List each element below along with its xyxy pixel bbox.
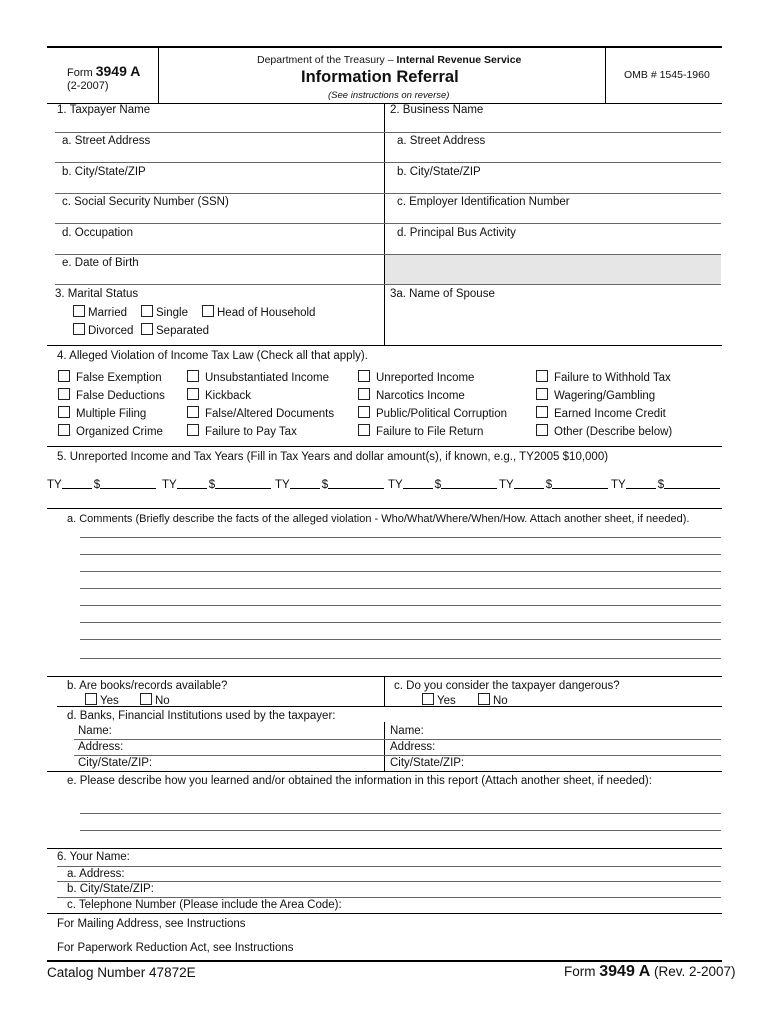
tax-year-blank[interactable] — [626, 478, 656, 489]
row-line — [57, 881, 721, 882]
violation-label: Public/Political Corruption — [376, 408, 508, 420]
taxpayer-name-label: 1. Taxpayer Name — [57, 104, 151, 116]
tax-year-entry — [47, 478, 156, 491]
ty-label: TY — [162, 479, 177, 491]
violation-checkbox[interactable] — [358, 424, 483, 438]
violation-label: Earned Income Credit — [554, 408, 666, 420]
row-line — [55, 193, 721, 194]
books-yes-checkbox[interactable]: Yes — [85, 693, 119, 707]
footer-form-id: Form 3949 A (Rev. 2-2007) — [564, 963, 736, 980]
records-divider — [384, 676, 385, 706]
violation-label: False Deductions — [76, 390, 165, 402]
checkbox-box[interactable] — [536, 406, 548, 418]
ty-label: TY — [275, 479, 290, 491]
dollar-sign: $ — [434, 479, 442, 491]
comment-line[interactable] — [80, 622, 721, 623]
business-street-label: a. Street Address — [397, 135, 486, 147]
checkbox-box[interactable] — [358, 424, 370, 436]
spouse-name-label: 3a. Name of Spouse — [390, 288, 495, 300]
ty-label: TY — [499, 479, 514, 491]
row-line — [55, 132, 721, 133]
agency: Department of the Treasury – Internal Revenue Service — [257, 54, 522, 66]
violation-checkbox[interactable] — [187, 424, 297, 438]
violation-label: Failure to Pay Tax — [205, 426, 297, 438]
business-name-label: 2. Business Name — [390, 104, 484, 116]
violation-checkbox[interactable] — [536, 388, 655, 402]
tax-year-entry — [275, 478, 384, 491]
violation-checkbox[interactable] — [187, 388, 251, 402]
bank1-name-label: Name: — [78, 725, 112, 737]
your-phone-label: c. Telephone Number (Please include the Area Code): — [67, 899, 342, 911]
tax-year-entry — [499, 478, 608, 491]
checkbox-box[interactable] — [358, 406, 370, 418]
checkbox-box[interactable] — [536, 370, 548, 382]
checkbox-box[interactable] — [58, 370, 70, 382]
form-id: Form 3949 A — [67, 63, 141, 79]
violation-label: Failure to File Return — [376, 426, 484, 438]
comment-line[interactable] — [80, 588, 721, 589]
tax-year-blank[interactable] — [177, 478, 207, 489]
violation-checkbox[interactable] — [58, 388, 165, 402]
hoh-checkbox[interactable]: Head of Household — [202, 305, 315, 319]
books-label: b. Are books/records available? — [67, 680, 228, 692]
comment-line[interactable] — [80, 537, 721, 538]
form-date: (2-2007) — [67, 80, 109, 92]
checkbox-box[interactable] — [58, 406, 70, 418]
dollar-sign: $ — [208, 479, 216, 491]
row-line — [55, 223, 721, 224]
row-line — [74, 739, 721, 740]
violation-checkbox[interactable] — [58, 406, 146, 420]
section-line — [47, 848, 722, 849]
your-name-label: 6. Your Name: — [57, 851, 130, 863]
comment-line[interactable] — [80, 571, 721, 572]
occupation-label: d. Occupation — [62, 227, 133, 239]
bank2-address-label: Address: — [390, 741, 436, 753]
violation-label: Narcotics Income — [376, 390, 465, 402]
checkbox-box[interactable] — [358, 370, 370, 382]
checkbox-box[interactable] — [187, 388, 199, 400]
tax-year-blank[interactable] — [290, 478, 320, 489]
bank1-city-label: City/State/ZIP: — [78, 757, 153, 769]
amount-blank[interactable] — [215, 478, 271, 489]
amount-blank[interactable] — [441, 478, 497, 489]
violation-checkbox[interactable] — [358, 406, 507, 420]
checkbox-box[interactable] — [58, 424, 70, 436]
dob-label: e. Date of Birth — [62, 257, 139, 269]
violation-checkbox[interactable] — [536, 406, 666, 420]
violation-label: Organized Crime — [76, 426, 163, 438]
dollar-sign: $ — [93, 479, 101, 491]
taxpayer-city-label: b. City/State/ZIP — [62, 166, 146, 178]
violation-label: Other (Describe below) — [554, 426, 673, 438]
section-line — [47, 913, 722, 914]
amount-blank[interactable] — [664, 478, 720, 489]
tax-year-entry — [611, 478, 720, 491]
ein-label: c. Employer Identification Number — [397, 196, 570, 208]
section-line — [47, 446, 722, 447]
bank2-name-label: Name: — [390, 725, 424, 737]
ty-label: TY — [388, 479, 403, 491]
checkbox-box[interactable] — [58, 388, 70, 400]
row-line — [74, 755, 721, 756]
comment-line[interactable] — [80, 554, 721, 555]
violation-label: False/Altered Documents — [205, 408, 335, 420]
dollar-sign: $ — [545, 479, 553, 491]
comment-line[interactable] — [80, 639, 721, 640]
your-address-label: a. Address: — [67, 868, 125, 880]
checkbox-box[interactable] — [187, 406, 199, 418]
row-line — [57, 897, 721, 898]
section-line — [47, 508, 722, 509]
bank2-city-label: City/State/ZIP: — [390, 757, 465, 769]
violation-label: False Exemption — [76, 372, 162, 384]
dollar-sign: $ — [321, 479, 329, 491]
marital-status-label: 3. Marital Status — [55, 288, 139, 300]
grid-divider — [384, 103, 385, 346]
comments-label: a. Comments (Briefly describe the facts of the alleged violation - Who/What/Where/When/How. Attach another sheet, if needed). — [67, 513, 690, 525]
violation-checkbox[interactable] — [536, 370, 671, 384]
checkbox-box[interactable] — [536, 424, 548, 436]
violation-checkbox[interactable] — [187, 406, 334, 420]
learned-label: e. Please describe how you learned and/or obtained the information in this report (Attach another sheet, if needed): — [67, 775, 652, 787]
violation-checkbox[interactable] — [58, 370, 162, 384]
omb-number: OMB # 1545-1960 — [624, 69, 710, 81]
shaded-cell — [385, 255, 721, 284]
ty-label: TY — [611, 479, 626, 491]
row-line — [57, 706, 722, 707]
row-line — [55, 284, 721, 285]
amount-blank[interactable] — [552, 478, 608, 489]
comment-line[interactable] — [80, 658, 721, 659]
books-no-checkbox[interactable]: No — [140, 693, 170, 707]
checkbox-box[interactable] — [187, 424, 199, 436]
page-title: Information Referral — [301, 68, 459, 86]
dangerous-label: c. Do you consider the taxpayer dangerous? — [394, 680, 620, 692]
tax-year-entry — [388, 478, 497, 491]
row-line — [57, 866, 721, 867]
catalog-number: Catalog Number 47872E — [47, 965, 196, 980]
tax-year-blank[interactable] — [62, 478, 92, 489]
comment-line[interactable] — [80, 605, 721, 606]
violation-checkbox[interactable] — [358, 388, 465, 402]
violation-label: Wagering/Gambling — [554, 390, 656, 402]
banks-divider — [384, 722, 385, 771]
taxpayer-street-label: a. Street Address — [62, 135, 151, 147]
violation-checkbox[interactable] — [358, 370, 474, 384]
checkbox-box[interactable] — [358, 388, 370, 400]
learned-line[interactable] — [80, 813, 721, 814]
banks-label: d. Banks, Financial Institutions used by the taxpayer: — [67, 710, 336, 722]
violation-label: Kickback — [205, 390, 252, 402]
divorced-checkbox[interactable]: Divorced — [73, 323, 133, 337]
bus-activity-label: d. Principal Bus Activity — [397, 227, 516, 239]
learned-line[interactable] — [80, 830, 721, 831]
section-line — [47, 771, 722, 772]
top-border — [47, 46, 722, 48]
dollar-sign: $ — [657, 479, 665, 491]
violation-label: Unreported Income — [376, 372, 475, 384]
tax-year-blank[interactable] — [403, 478, 433, 489]
mailing-note: For Mailing Address, see Instructions — [57, 918, 246, 930]
single-checkbox[interactable]: Single — [141, 305, 188, 319]
amount-blank[interactable] — [328, 478, 384, 489]
separated-checkbox[interactable]: Separated — [141, 323, 209, 337]
section-line — [47, 345, 722, 346]
row-line — [55, 162, 721, 163]
business-city-label: b. City/State/ZIP — [397, 166, 481, 178]
checkbox-box[interactable] — [187, 370, 199, 382]
tax-year-blank[interactable] — [514, 478, 544, 489]
paperwork-note: For Paperwork Reduction Act, see Instructions — [57, 942, 294, 954]
see-instructions: (See instructions on reverse) — [328, 90, 450, 101]
tax-year-entry — [162, 478, 271, 491]
amount-blank[interactable] — [100, 478, 156, 489]
violation-checkbox[interactable] — [58, 424, 163, 438]
header-divider-left — [158, 46, 159, 103]
ty-label: TY — [47, 479, 62, 491]
bank1-address-label: Address: — [78, 741, 124, 753]
married-checkbox[interactable]: Married — [73, 305, 127, 319]
dangerous-yes-checkbox[interactable]: Yes — [422, 693, 456, 707]
header-divider-right — [605, 46, 606, 103]
violations-heading: 4. Alleged Violation of Income Tax Law (Check all that apply). — [57, 350, 368, 362]
violation-checkbox[interactable] — [536, 424, 672, 438]
violation-label: Failure to Withhold Tax — [554, 372, 671, 384]
violation-label: Multiple Filing — [76, 408, 147, 420]
violation-label: Unsubstantiated Income — [205, 372, 330, 384]
ssn-label: c. Social Security Number (SSN) — [62, 196, 229, 208]
your-city-label: b. City/State/ZIP: — [67, 883, 154, 895]
dangerous-no-checkbox[interactable]: No — [478, 693, 508, 707]
bottom-border — [47, 960, 722, 962]
unreported-heading: 5. Unreported Income and Tax Years (Fill in Tax Years and dollar amount(s), if known, e.g., TY2005 $10,000) — [57, 451, 609, 463]
violation-checkbox[interactable] — [187, 370, 329, 384]
checkbox-box[interactable] — [536, 388, 548, 400]
